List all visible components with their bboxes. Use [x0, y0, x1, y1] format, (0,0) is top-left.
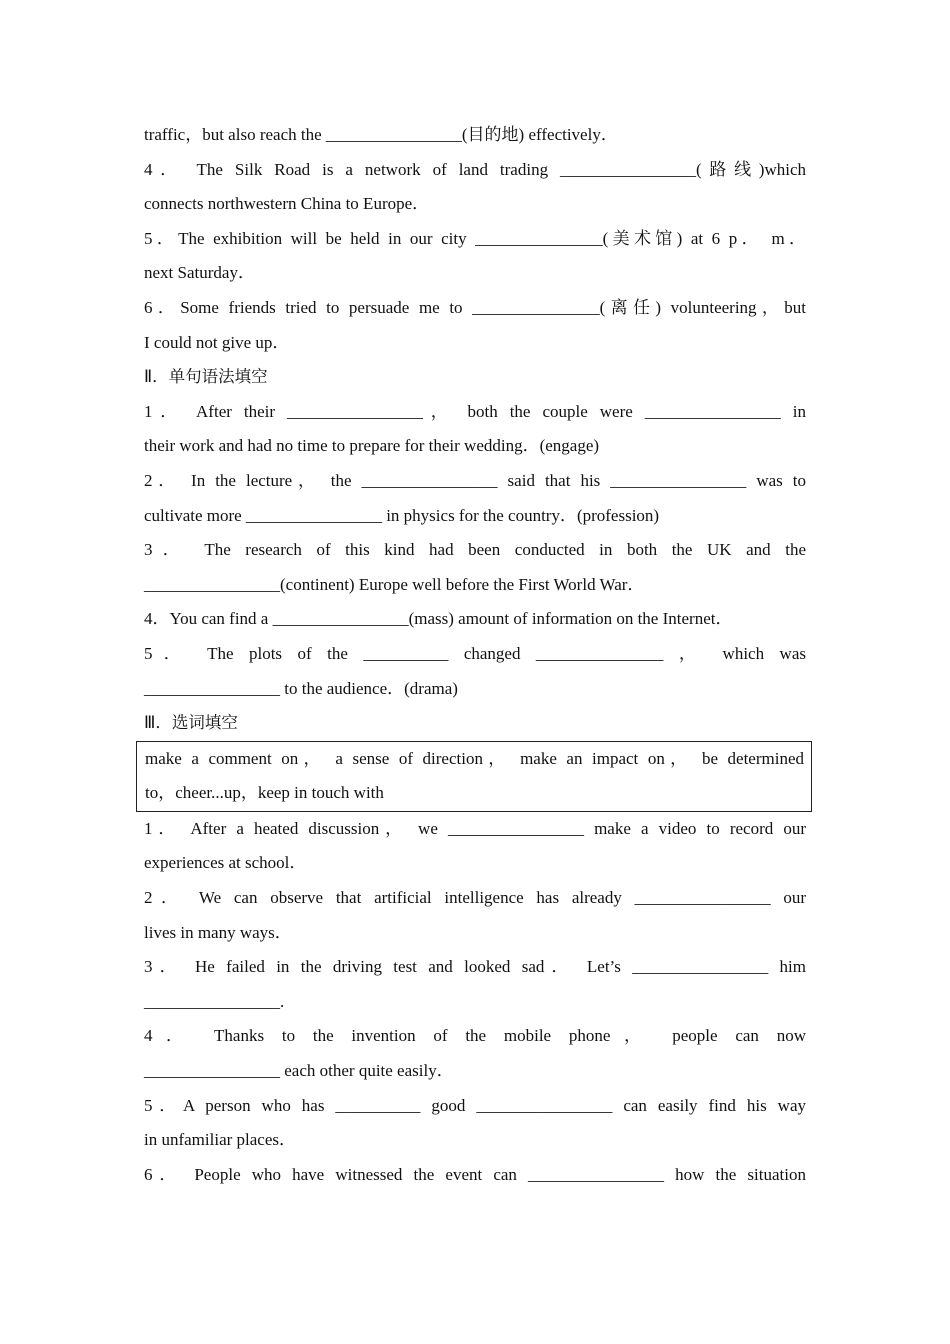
phrase-item-2-line1: 2． We can observe that artificial intelligence has already ________________ our: [144, 888, 806, 908]
question-6-line2: I could not give up．: [144, 332, 290, 352]
question-4-line1: 4． The Silk Road is a network of land trading ________________(路线)which: [144, 159, 806, 179]
question-3-continuation: traffic，but also reach the ________________(目的地) effectively．: [144, 125, 618, 144]
phrase-item-3-line2: ________________.: [144, 991, 285, 1011]
word-bank-box: [136, 741, 812, 812]
grammar-item-2-line1: 2． In the lecture， the ________________ said that his ________________ was to: [144, 470, 806, 490]
phrase-item-3-line1: 3． He failed in the driving test and looked sad． Let’s ________________ him: [144, 957, 806, 977]
question-5-line2: next Saturday．: [144, 263, 255, 283]
grammar-item-2-line2: cultivate more ________________ in physics for the country．(profession): [144, 505, 660, 525]
section-3-heading: Ⅲ．选词填空: [144, 713, 238, 733]
phrase-item-5-line2: in unfamiliar places．: [144, 1130, 297, 1150]
question-6-line1: 6．Some friends tried to persuade me to _______________(离任) volunteering，but: [144, 297, 806, 317]
grammar-item-5-line1: 5． The plots of the __________ changed _______________ ， which was: [144, 643, 806, 663]
phrase-item-2-line2: lives in many ways．: [144, 922, 292, 942]
question-4-line2: connects northwestern China to Europe．: [144, 194, 430, 214]
phrase-item-5-line1: 5．A person who has __________ good ________________ can easily find his way: [144, 1095, 806, 1115]
grammar-item-4-line1: 4．You can find a ________________(mass) amount of information on the Internet．: [144, 609, 733, 629]
phrase-item-6-line1: 6． People who have witnessed the event can ________________ how the situation: [144, 1164, 806, 1184]
worksheet-page: [144, 118, 806, 1192]
word-bank-line1: make a comment on， a sense of direction， make an impact on， be determined: [145, 748, 804, 768]
grammar-item-5-line2: ________________ to the audience．(drama): [144, 678, 458, 698]
phrase-item-4-line1: 4． Thanks to the invention of the mobile phone， people can now: [144, 1026, 806, 1046]
phrase-item-4-line2: ________________ each other quite easily．: [144, 1061, 454, 1081]
section-2-heading: Ⅱ．单句语法填空: [144, 367, 268, 387]
phrase-item-1-line2: experiences at school．: [144, 853, 307, 873]
grammar-item-3-line2: ________________(continent) Europe well before the First World War．: [144, 574, 645, 594]
grammar-item-1-line2: their work and had no time to prepare for their wedding．(engage): [144, 436, 600, 456]
grammar-item-1-line1: 1． After their ________________， both the couple were ________________ in: [144, 401, 806, 421]
phrase-item-1-line1: 1． After a heated discussion， we ________________ make a video to record our: [144, 818, 806, 838]
grammar-item-3-line1: 3． The research of this kind had been conducted in both the UK and the: [144, 540, 806, 560]
word-bank-line2: to，cheer...up，keep in touch with: [145, 783, 384, 803]
question-5-line1: 5．The exhibition will be held in our city _______________(美术馆) at 6 p． m．: [144, 228, 806, 248]
